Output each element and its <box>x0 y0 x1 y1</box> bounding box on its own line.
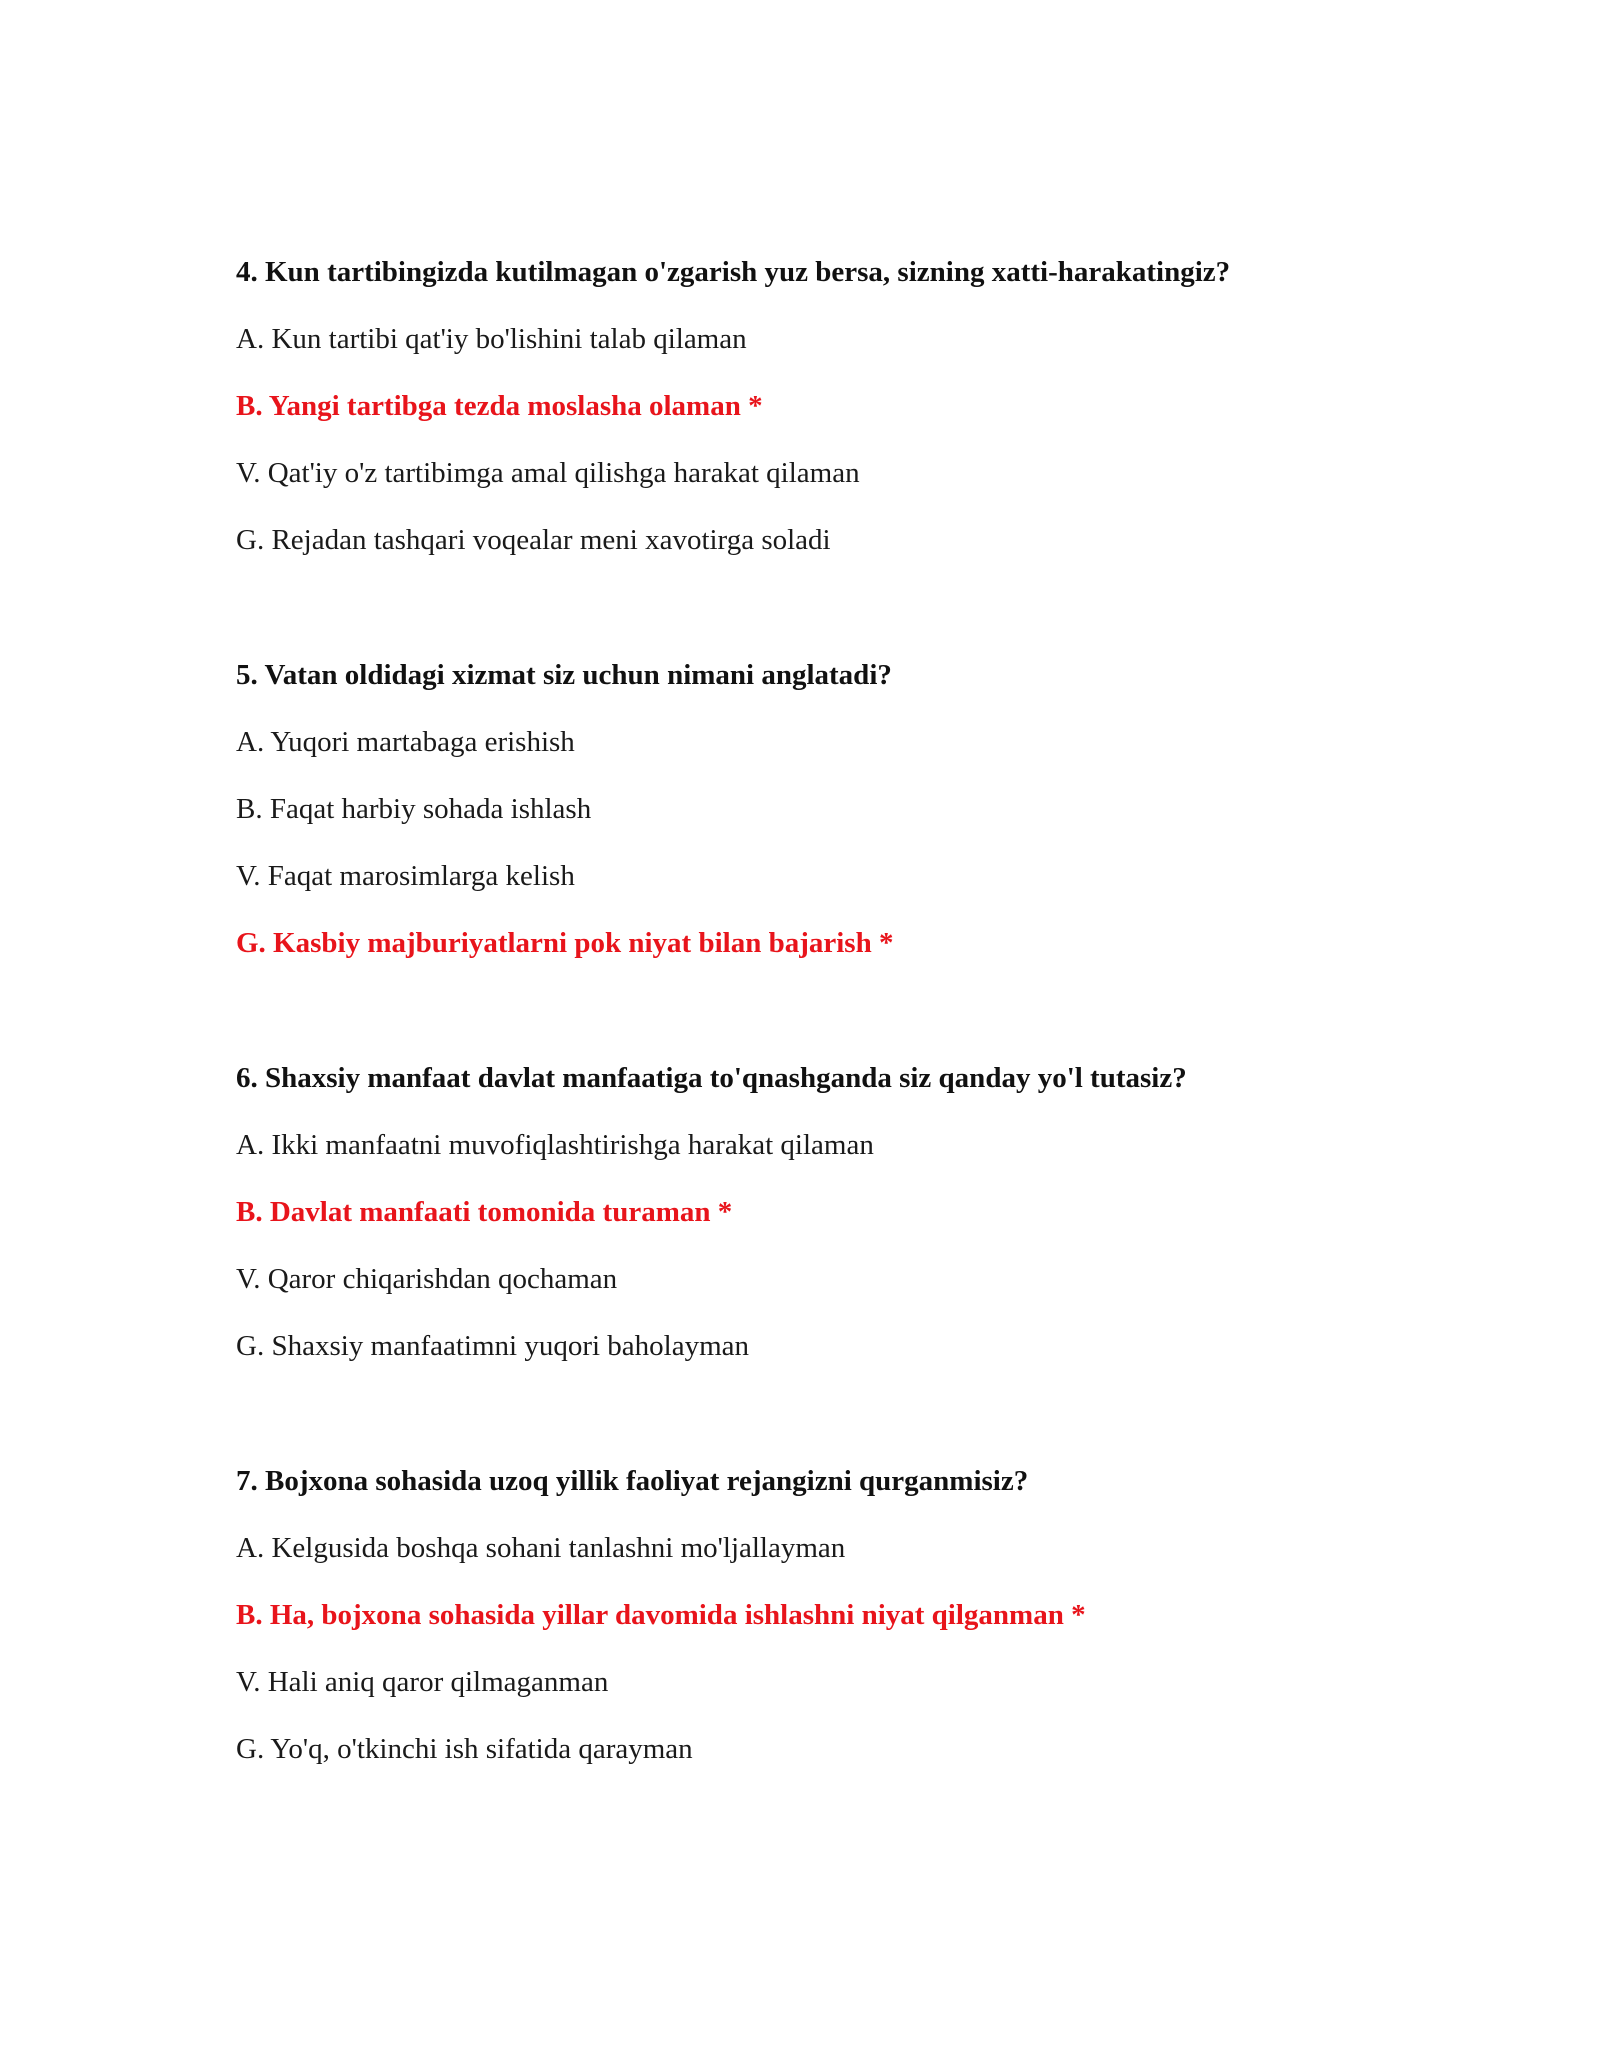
answer-option-a: A. Yuqori martabaga erishish <box>236 726 575 758</box>
question-text: 6. Shaxsiy manfaat davlat manfaatiga to'qnashganda siz qanday yo'l tutasiz? <box>236 1062 1187 1094</box>
answer-option-g: G. Shaxsiy manfaatimni yuqori baholayman <box>236 1330 750 1362</box>
answer-option-a: A. Kelgusida boshqa sohani tanlashni mo'ljallayman <box>236 1532 846 1564</box>
question-text: 7. Bojxona sohasida uzoq yillik faoliyat rejangizni qurganmisiz? <box>236 1465 1029 1497</box>
answer-option-b-correct: B. Yangi tartibga tezda moslasha olaman * <box>236 390 763 422</box>
answer-option-b-correct: B. Davlat manfaati tomonida turaman * <box>236 1196 733 1228</box>
answer-option-v: V. Faqat marosimlarga kelish <box>236 860 575 892</box>
answer-option-b: B. Faqat harbiy sohada ishlash <box>236 793 592 825</box>
answer-option-a: A. Ikki manfaatni muvofiqlashtirishga harakat qilaman <box>236 1129 874 1161</box>
question-text: 4. Kun tartibingizda kutilmagan o'zgarish yuz bersa, sizning xatti-harakatingiz? <box>236 256 1231 288</box>
answer-option-a: A. Kun tartibi qat'iy bo'lishini talab qilaman <box>236 323 747 355</box>
question-text: 5. Vatan oldidagi xizmat siz uchun nimani anglatadi? <box>236 659 892 691</box>
answer-option-g: G. Rejadan tashqari voqealar meni xavotirga soladi <box>236 524 831 556</box>
answer-option-b-correct: B. Ha, bojxona sohasida yillar davomida ishlashni niyat qilganman * <box>236 1599 1086 1631</box>
answer-option-g: G. Yo'q, o'tkinchi ish sifatida qarayman <box>236 1733 693 1765</box>
answer-option-v: V. Qat'iy o'z tartibimga amal qilishga harakat qilaman <box>236 457 860 489</box>
answer-option-v: V. Hali aniq qaror qilmaganman <box>236 1666 609 1698</box>
answer-option-v: V. Qaror chiqarishdan qochaman <box>236 1263 618 1295</box>
answer-option-g-correct: G. Kasbiy majburiyatlarni pok niyat bilan bajarish * <box>236 927 894 959</box>
